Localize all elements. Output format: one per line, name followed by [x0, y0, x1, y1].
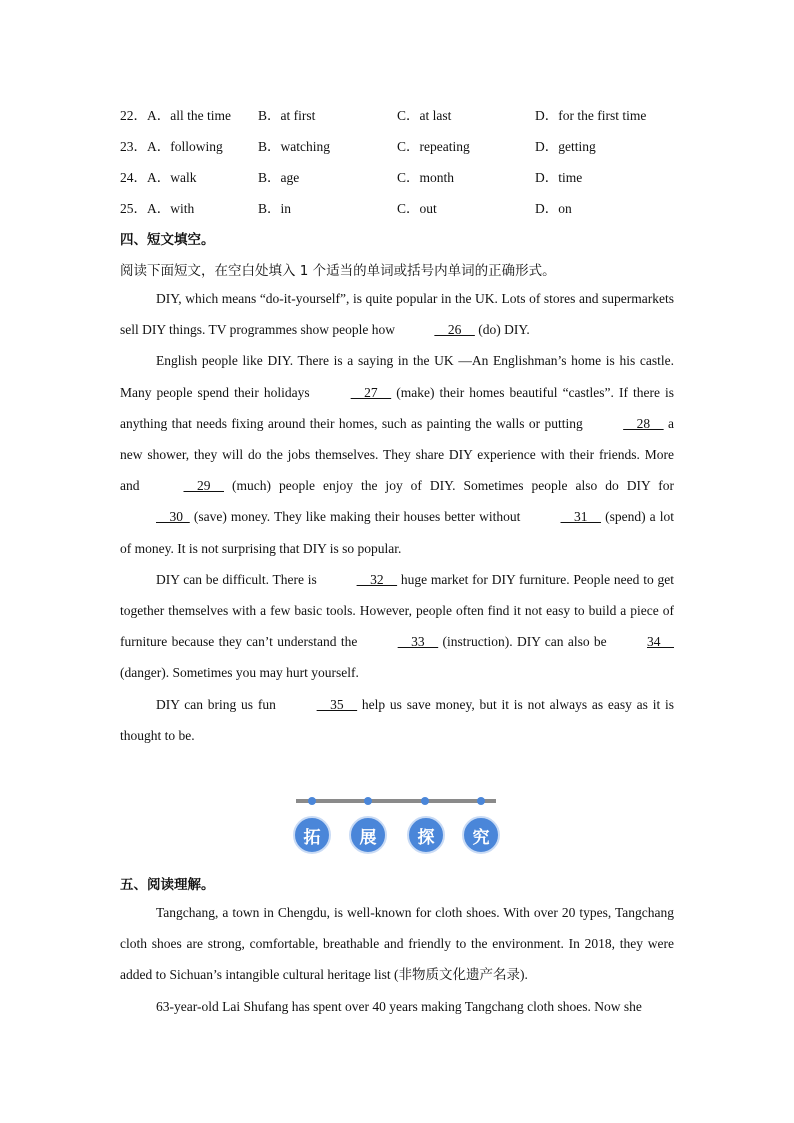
banner-char-1: 拓 — [293, 816, 331, 854]
option-b: B．in — [258, 201, 292, 216]
blank-35[interactable]: 35 — [316, 696, 358, 712]
banner-dot — [421, 797, 429, 805]
reading-passage — [120, 897, 674, 1022]
passage-text: DIY can bring us fun — [156, 696, 281, 712]
banner-dot — [477, 797, 485, 805]
extension-banner — [290, 794, 502, 858]
blank-31[interactable]: 31 — [560, 509, 602, 525]
blank-28[interactable]: 28 — [623, 415, 664, 431]
banner-bar — [296, 799, 496, 803]
passage-text: (make) their homes beautiful “castles”. If there is anything that needs fixing around their homes, such as painting the walls or putting — [120, 384, 675, 431]
blank-27[interactable]: 27 — [350, 384, 392, 400]
option-c: C．month — [397, 170, 455, 185]
passage-text: a new shower, they will do the jobs themselves. They share DIY experience with their friends. More and — [120, 415, 674, 494]
banner-char-2: 展 — [349, 816, 387, 854]
question-25-options — [120, 197, 680, 217]
blank-26[interactable]: 26 — [434, 322, 475, 338]
banner-dot — [364, 797, 372, 805]
passage-text: (danger). Sometimes you may hurt yourself. — [120, 665, 359, 681]
option-c: C．repeating — [397, 139, 470, 154]
section-4-heading: 四、短文填空。 — [120, 232, 215, 248]
blank-32[interactable]: 32 — [356, 571, 398, 587]
passage-paragraph-1 — [120, 283, 674, 345]
option-d: D．for the first time — [535, 108, 647, 123]
passage-text: (much) people enjoy the joy of DIY. Sometimes people also do DIY for — [224, 478, 674, 494]
reading-paragraph-2: 63-year-old Lai Shufang has spent over 40 years making Tangchang cloth shoes. Now she — [156, 998, 642, 1014]
cloze-passage — [120, 283, 674, 751]
option-d: D．getting — [535, 139, 596, 154]
option-b: B．watching — [258, 139, 330, 154]
passage-text: DIY, which means “do-it-yourself”, is quite popular in the UK. Lots of stores and supermarkets sell DIY things. TV programmes show people how — [120, 291, 674, 338]
option-c: C．at last — [397, 108, 452, 123]
option-a: 23．A．following — [120, 139, 223, 154]
section-4-instruction: 阅读下面短文，在空白处填入 1 个适当的单词或括号内单词的正确形式。 — [120, 263, 556, 279]
question-22-options — [120, 104, 680, 124]
blank-30[interactable]: 30 — [156, 509, 190, 525]
section-5-heading: 五、阅读理解。 — [120, 877, 215, 893]
passage-text: huge market for DIY furniture. People need to get together themselves with a few basic tools. However, people often find it not easy to build a piece of furniture because they can’t understand the — [120, 571, 674, 650]
passage-text: DIY can be difficult. There is — [156, 571, 321, 587]
blank-29[interactable]: 29 — [183, 478, 224, 494]
banner-char-4: 究 — [462, 816, 500, 854]
passage-paragraph-3 — [120, 564, 674, 689]
option-d: D．time — [535, 170, 583, 185]
passage-text: help us save money, but it is not always as easy as it is thought to be. — [120, 696, 674, 743]
reading-paragraph-1: Tangchang, a town in Chengdu, is well-known for cloth shoes. With over 20 types, Tangchang cloth shoes are strong, comfortable, breathable and friendly to the environment. In 2018, they were added to Sichuan’s intangible cultural heritage list (非物质文化遗产名录). — [120, 905, 674, 983]
option-d: D．on — [535, 201, 572, 216]
passage-text: (save) money. They like making their houses better without — [189, 509, 525, 525]
option-c: C．out — [397, 201, 437, 216]
option-b: B．age — [258, 170, 300, 185]
option-a: 22．A．all the time — [120, 108, 231, 123]
option-a: 24．A．walk — [120, 170, 197, 185]
passage-text: English people like DIY. There is a saying in the UK —An Englishman’s home is his castle. Many people spend their holidays — [120, 353, 674, 400]
passage-paragraph-4 — [120, 689, 674, 751]
passage-text: (instruction). DIY can also be — [438, 634, 611, 650]
passage-text: (do) DIY. — [474, 322, 530, 338]
banner-dot — [308, 797, 316, 805]
banner-char-3: 探 — [407, 816, 445, 854]
option-a: 25．A．with — [120, 201, 195, 216]
passage-text: (spend) a lot of money. It is not surprising that DIY is so popular. — [120, 509, 674, 556]
question-24-options — [120, 166, 680, 186]
blank-34[interactable]: 34 — [647, 634, 674, 650]
question-23-options — [120, 135, 680, 155]
option-b: B．at first — [258, 108, 316, 123]
passage-paragraph-2 — [120, 345, 674, 563]
blank-33[interactable]: 33 — [397, 634, 439, 650]
